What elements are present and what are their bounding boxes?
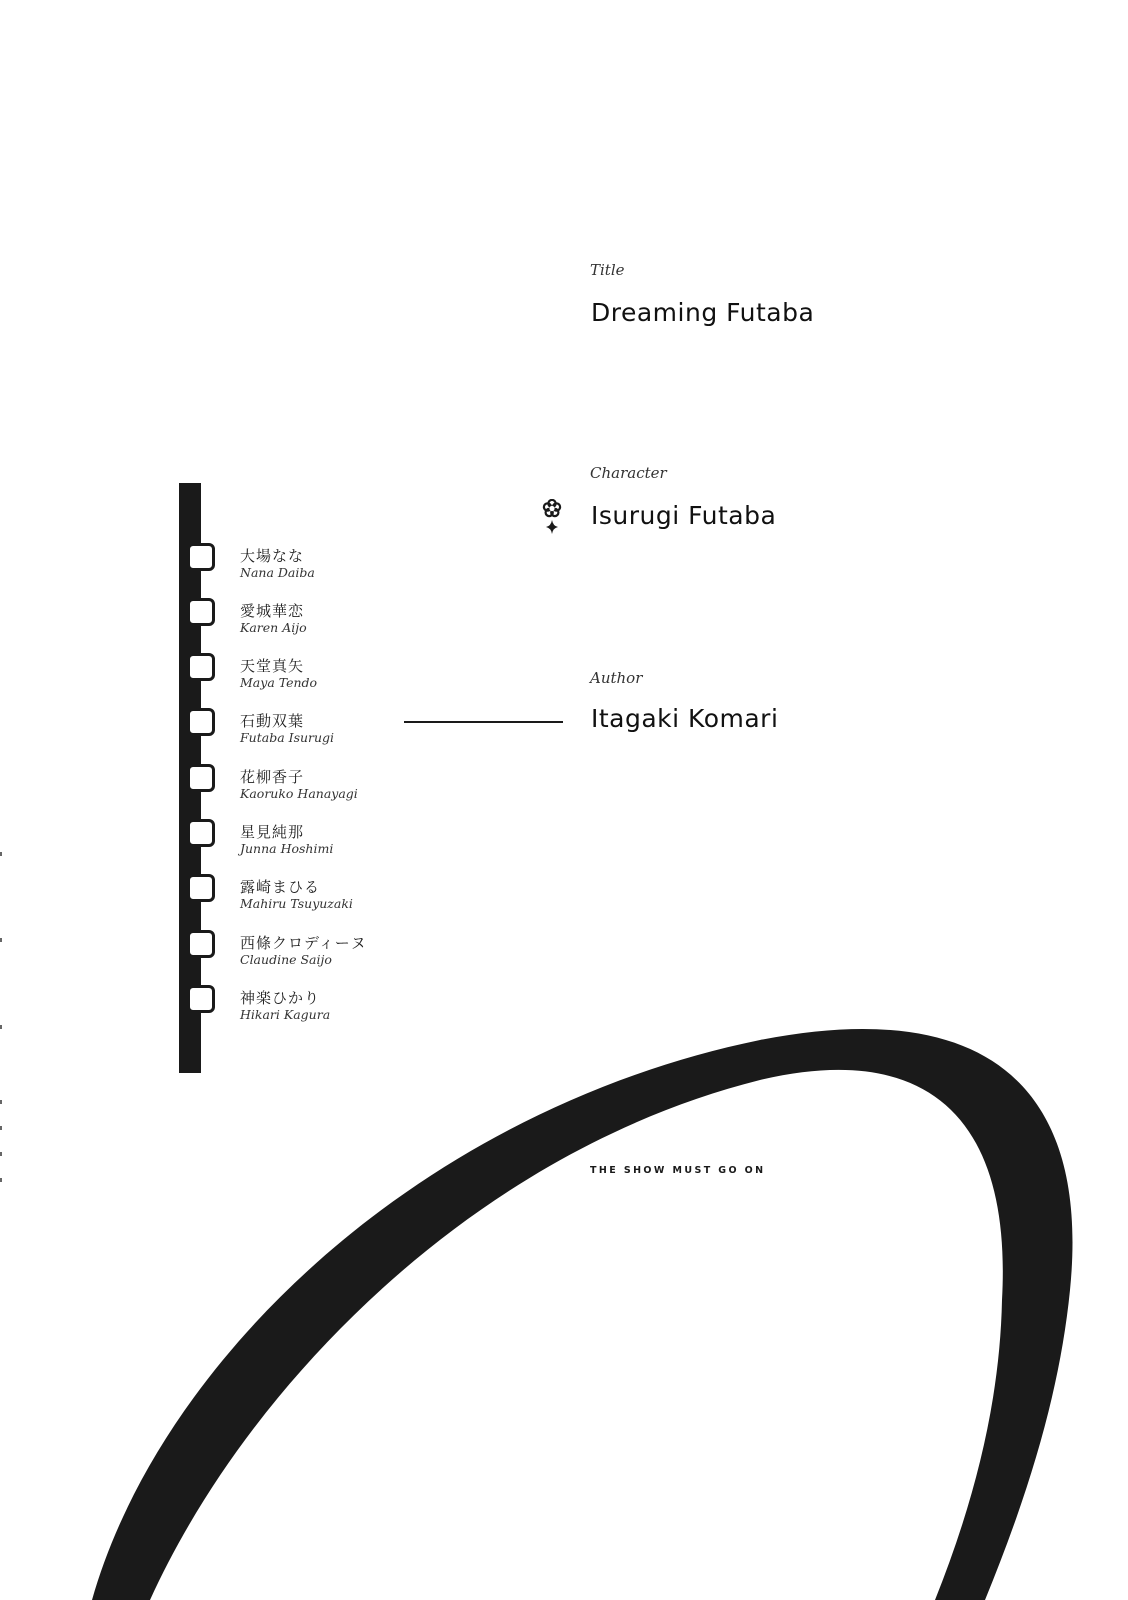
cast-name-en: Karen Aijo (240, 620, 307, 635)
tagline: THE SHOW MUST GO ON (590, 1165, 766, 1176)
author-connector-line (404, 721, 563, 723)
cast-stop (187, 543, 215, 571)
cast-stop (187, 819, 215, 847)
cast-name-jp: 露崎まひる (240, 878, 321, 896)
author-value: Itagaki Komari (591, 704, 779, 733)
cast-name-jp: 天堂真矢 (240, 657, 305, 675)
cast-name-en: Junna Hoshimi (240, 841, 334, 856)
cast-member (240, 823, 333, 857)
cast-name-jp: 石動双葉 (240, 712, 305, 730)
cast-name-jp: 西條クロディーヌ (240, 934, 367, 952)
cast-stop (187, 764, 215, 792)
cast-member (240, 934, 367, 968)
cast-member (240, 602, 307, 636)
cast-name-jp: 大場なな (240, 547, 305, 565)
cast-name-en: Futaba Isurugi (240, 730, 335, 745)
cast-name-en: Kaoruko Hanayagi (240, 786, 358, 801)
cast-name-jp: 花柳香子 (240, 768, 305, 786)
character-value: Isurugi Futaba (591, 501, 777, 530)
cast-stop (187, 708, 215, 736)
cast-name-en: Hikari Kagura (240, 1007, 331, 1022)
cast-stop (187, 874, 215, 902)
cast-stop (187, 985, 215, 1013)
author-label: Author (590, 669, 643, 687)
cast-member (240, 878, 353, 912)
cast-name-jp: 神楽ひかり (240, 989, 321, 1007)
cast-name-en: Mahiru Tsuyuzaki (240, 896, 353, 911)
title-value: Dreaming Futaba (591, 298, 815, 327)
cast-member (240, 712, 334, 746)
title-label: Title (590, 261, 625, 279)
cast-name-en: Nana Daiba (240, 565, 315, 580)
cast-stop (187, 653, 215, 681)
cast-member (240, 547, 315, 581)
flower-sparkle-icon (541, 499, 563, 539)
cast-name-jp: 愛城華恋 (240, 602, 305, 620)
cast-member (240, 657, 317, 691)
cast-member (240, 989, 330, 1023)
cast-member (240, 768, 358, 802)
cast-name-jp: 星見純那 (240, 823, 305, 841)
cast-name-en: Claudine Saijo (240, 952, 332, 967)
character-label: Character (590, 464, 667, 482)
cast-stop (187, 598, 215, 626)
cast-name-en: Maya Tendo (240, 675, 318, 690)
cast-stop (187, 930, 215, 958)
